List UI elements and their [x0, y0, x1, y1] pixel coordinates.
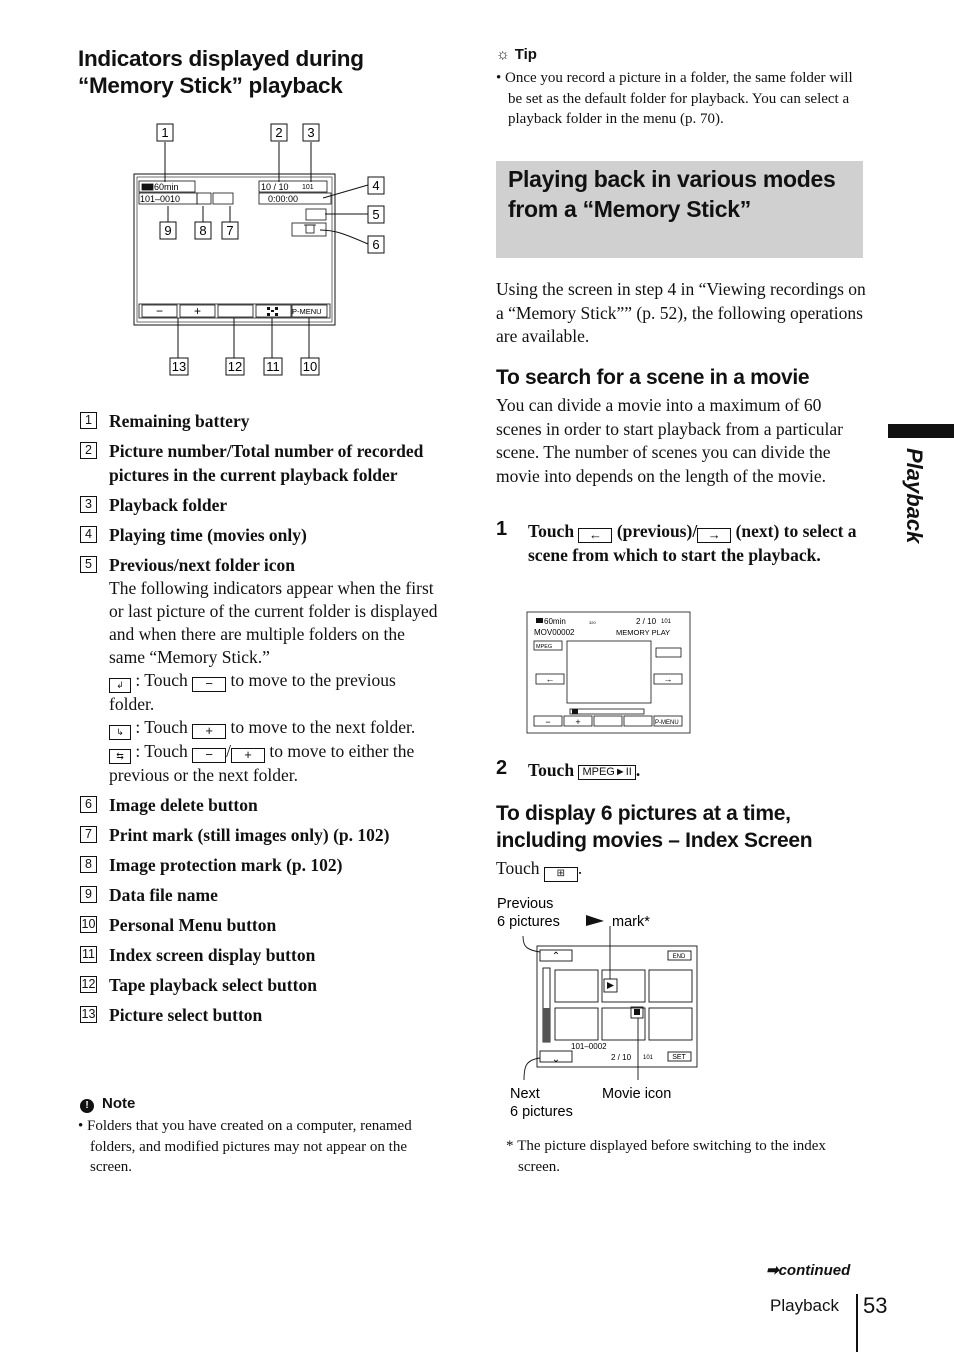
tip-text: • Once you record a picture in a folder, the same folder will be set as the default folder for playback. You can select a playback folder in the menu (p. 70).: [496, 70, 853, 127]
diagram-counter: 10 / 10: [261, 182, 289, 192]
scroll-up-icon: ⌃: [551, 951, 561, 962]
section-heading-indicators: Indicators displayed during “Memory Stick” playback: [78, 46, 364, 98]
scroll-bar-fill: [543, 1008, 550, 1042]
screen1-size: 320: [589, 620, 596, 625]
callout-10: 10: [302, 359, 318, 374]
callout-5: 5: [372, 207, 380, 222]
arrow-right-icon: ➡: [766, 1262, 779, 1279]
list-item: 4 Playing time (movies only): [80, 523, 440, 547]
index-touch-text: Touch ⊞ .: [496, 857, 582, 882]
list-item: 3 Playback folder: [80, 493, 440, 517]
index-folder: 101: [643, 1055, 654, 1061]
callout-13: 13: [171, 359, 187, 374]
index-counter: 2 / 10: [611, 1053, 632, 1062]
screen1-previous-arrow: ←: [545, 674, 555, 684]
index-heading: To display 6 pictures at a time, including movies – Index Screen: [496, 802, 813, 852]
screen1-mode: MEMORY PLAY: [616, 628, 671, 637]
plus-button-icon: +: [231, 748, 265, 763]
search-text: You can divide a movie into a maximum of 60 scenes in order to start playback from a particular scene. The number of scenes you can divide the movie into depends on the length of the movie.: [496, 395, 843, 486]
list-item: 11 Index screen display button: [82, 945, 316, 965]
callout-8: 8: [199, 223, 207, 238]
list-item: 2 Picture number/Total number of recorded pictures in the current playback folder: [80, 439, 440, 487]
note-text: • Folders that you have created on a computer, renamed folders, and modified pictures may not appear on the screen.: [78, 1118, 412, 1175]
label-previous-6-pictures: 6 pictures: [497, 914, 560, 930]
diagram-time: 0:00:00: [268, 194, 299, 204]
footer-divider: [856, 1294, 858, 1352]
lightbulb-icon: ☼: [496, 46, 510, 63]
movie-icon: [634, 1009, 640, 1015]
list-item: 6 Image delete button: [80, 793, 440, 817]
diagram-file-name: 101–0010: [140, 194, 181, 204]
play-mark-icon: [586, 915, 604, 926]
memory-play-screen: [526, 611, 692, 735]
banner-title: Playing back in various modes from a “Memory Stick”: [508, 166, 836, 222]
side-tab-label: Playback: [902, 448, 927, 544]
callout-12: 12: [227, 359, 243, 374]
step2-text: Touch MPEG►II .: [528, 760, 641, 780]
note-icon: !: [80, 1099, 94, 1113]
previous-folder-icon: ↲: [109, 678, 131, 693]
screen1-pmenu: P-MENU: [655, 720, 679, 726]
folder-icon-description: The following indicators appear when the first or last picture of the current folder is displayed and when there are multiple folders on the same “Memory Stick.” ↲ : Touch − to move to the previous folder. ↳ : Touch + to move to the next folder. ⇆ : Touch − / + to move to either the previous or the next folder.: [109, 578, 438, 785]
screen1-next-arrow: →: [663, 674, 673, 684]
callout-3: 3: [307, 125, 315, 140]
callout-2: 2: [275, 125, 283, 140]
play-mark-icon: [607, 982, 614, 989]
diagram-pmenu: P-MENU: [292, 307, 322, 316]
minus-button-icon: −: [192, 748, 226, 763]
tip-heading: ☼ Tip: [496, 46, 537, 63]
step2-number: 2: [496, 757, 508, 779]
next-arrow-button: →: [697, 528, 731, 543]
list-item: 13 Picture select button: [81, 1005, 263, 1025]
list-item: 1 Remaining battery: [80, 409, 440, 433]
list-item: 8 Image protection mark (p. 102): [80, 853, 440, 877]
screen1-battery: 60min: [544, 617, 566, 626]
indicator-diagram: [120, 118, 400, 380]
label-mark: mark*: [612, 914, 650, 930]
intro-text: Using the screen in step 4 in “Viewing recordings on a “Memory Stick”” (p. 52), the following operations are available.: [496, 279, 866, 346]
label-next: Next: [510, 1086, 540, 1102]
diagram-battery: 60min: [154, 182, 179, 192]
minus-button-icon: −: [192, 677, 226, 692]
indicator-list: [80, 409, 440, 1033]
diagram-index-icon: [267, 307, 278, 316]
index-screen-button: ⊞: [544, 867, 578, 882]
diagram-plus: +: [194, 304, 202, 318]
diagram-folder: 101: [302, 184, 314, 191]
list-item: 9 Data file name: [80, 883, 440, 907]
label-next-6-pictures: 6 pictures: [510, 1104, 573, 1120]
callout-7: 7: [226, 223, 234, 238]
index-screen-diagram: [496, 890, 866, 1122]
screen1-file: MOV00002: [534, 628, 575, 637]
side-tab-bar: [888, 424, 954, 438]
label-movie-icon: Movie icon: [602, 1086, 672, 1102]
callout-9: 9: [164, 223, 172, 238]
diagram-minus: −: [156, 304, 164, 318]
list-item: 12 Tape playback select button: [81, 975, 317, 995]
plus-button-icon: +: [192, 724, 226, 739]
callout-11: 11: [266, 359, 280, 374]
previous-arrow-button: ←: [578, 528, 612, 543]
footnote: * The picture displayed before switching to the index screen.: [506, 1138, 826, 1175]
mpeg-play-button: MPEG►II: [578, 765, 635, 780]
list-item: 10 Personal Menu button: [81, 915, 277, 935]
screen1-mpeg: MPEG: [536, 644, 553, 650]
set-button-label: SET: [672, 1054, 686, 1061]
next-folder-icon: ↳: [109, 725, 131, 740]
index-file-name: 101–0002: [571, 1042, 607, 1051]
callout-6: 6: [372, 237, 380, 252]
footer-section: Playback: [770, 1296, 839, 1315]
step1-number: 1: [496, 518, 508, 540]
step1-text: Touch ← (previous)/ → (next) to select a scene from which to start the playback.: [528, 521, 857, 565]
search-heading: To search for a scene in a movie: [496, 366, 810, 389]
screen1-minus: −: [545, 717, 551, 727]
screen1-folder: 101: [661, 619, 672, 625]
screen1-plus: +: [575, 717, 581, 727]
page-number: 53: [863, 1293, 888, 1318]
note-heading: ! Note: [80, 1095, 135, 1113]
prev-next-folder-icon: ⇆: [109, 749, 131, 764]
screen1-counter: 2 / 10: [636, 617, 657, 626]
callout-4: 4: [372, 178, 380, 193]
continued-label: ➡continued: [766, 1262, 851, 1279]
label-previous: Previous: [497, 896, 554, 912]
scroll-down-icon: ⌄: [551, 1054, 561, 1065]
list-item: 5 Previous/next folder icon: [80, 553, 440, 577]
trash-icon: [304, 225, 316, 233]
callout-1: 1: [161, 125, 169, 140]
end-label: END: [672, 954, 686, 960]
list-item: 7 Print mark (still images only) (p. 102): [80, 823, 440, 847]
